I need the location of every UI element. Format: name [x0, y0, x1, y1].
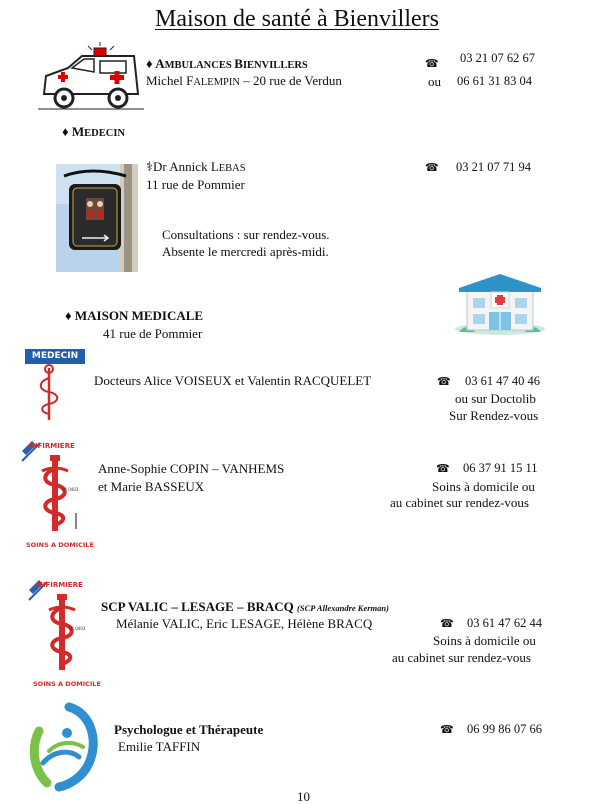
consultation-info: Consultations : sur rendez-vous.	[162, 227, 330, 242]
bullet-icon: ♦	[146, 56, 153, 71]
psychologist-phone: 06 99 86 07 66	[467, 722, 542, 736]
phone-icon: ☎	[437, 375, 451, 388]
nurse2-heading: SCP VALIC – LESAGE – BRACQ (SCP Allexandre Kerman)	[101, 599, 389, 614]
doctor-address: 11 rue de Pommier	[146, 177, 245, 192]
nurse2-note-1: Soins à domicile ou	[433, 633, 536, 648]
doctolib-note: ou sur Doctolib	[455, 391, 536, 406]
or-label: ou	[428, 74, 441, 89]
nurse1-note-1: Soins à domicile ou	[432, 479, 535, 494]
psychologist-name: Emilie TAFFIN	[118, 739, 201, 754]
nurse-sign-top: INFIRMIERE	[37, 581, 83, 589]
nurse1-phone: 06 37 91 15 11	[463, 461, 538, 475]
nurse2-names: Mélanie VALIC, Eric LESAGE, Hélène BRACQ	[116, 616, 373, 631]
caduceus-icon	[34, 364, 64, 422]
rdv-note: Sur Rendez-vous	[449, 408, 539, 423]
medical-building-icon	[453, 274, 547, 336]
maison-medicale-doctors: Docteurs Alice VOISEUX et Valentin RACQUELET	[94, 373, 372, 388]
psychologist-logo	[29, 703, 101, 795]
medical-icon: ⚕	[146, 159, 154, 174]
phone-icon: ☎	[425, 161, 439, 174]
phone-icon: ☎	[440, 723, 454, 736]
nurse2-phone: 03 61 47 62 44	[467, 616, 542, 630]
ambulances-phone-2: 06 61 31 83 04	[457, 74, 532, 88]
medecin-sign-label: MEDECIN	[25, 349, 85, 364]
ambulances-heading: ♦ AMBULANCES BIENVILLERS	[146, 56, 308, 71]
phone-icon: ☎	[425, 57, 439, 70]
page-number: 10	[297, 789, 310, 804]
nurse-sign-bottom: SOINS A DOMICILE	[33, 680, 101, 688]
nurse-sign-small: N° 0403	[69, 626, 86, 631]
ambulances-phone-1: 03 21 07 62 67	[460, 51, 535, 65]
phone-icon: ☎	[440, 617, 454, 630]
bullet-icon: ♦	[62, 124, 69, 139]
nurse-sign-image	[22, 441, 84, 551]
nurse-sign-top: INFIRMIERE	[29, 442, 75, 450]
nurse-sign-bottom: SOINS A DOMICILE	[26, 541, 94, 549]
nurse1-names: Anne-Sophie COPIN – VANHEMS	[98, 461, 285, 476]
medecin-heading: ♦ MEDECIN	[62, 124, 126, 139]
ambulance-image	[38, 46, 144, 116]
nurse1-note-2: au cabinet sur rendez-vous	[390, 495, 529, 510]
nurse-sign-small: N° 0403	[62, 487, 79, 492]
maison-medicale-heading: ♦ MAISON MEDICALE	[65, 308, 204, 323]
nurse1-names-2: et Marie BASSEUX	[98, 479, 205, 494]
doctor-phone: 03 21 07 71 94	[456, 160, 531, 174]
ambulances-contact: Michel FALEMPIN – 20 rue de Verdun	[146, 73, 342, 88]
doctor-sign-image	[56, 164, 138, 272]
nurse-sign-image	[29, 580, 91, 688]
maison-medicale-phone: 03 61 47 40 46	[465, 374, 540, 388]
maison-medicale-address: 41 rue de Pommier	[103, 326, 203, 341]
nurse2-heading-note: (SCP Allexandre Kerman)	[297, 603, 389, 613]
page-title: Maison de santé à Bienvillers	[155, 6, 439, 32]
bullet-icon: ♦	[65, 308, 72, 323]
phone-icon: ☎	[436, 462, 450, 475]
psychologist-heading: Psychologue et Thérapeute	[114, 722, 264, 737]
doctor-name: ⚕Dr Annick LEBAS	[146, 159, 246, 174]
nurse2-note-2: au cabinet sur rendez-vous	[392, 650, 531, 665]
absence-info: Absente le mercredi après-midi.	[162, 244, 329, 259]
